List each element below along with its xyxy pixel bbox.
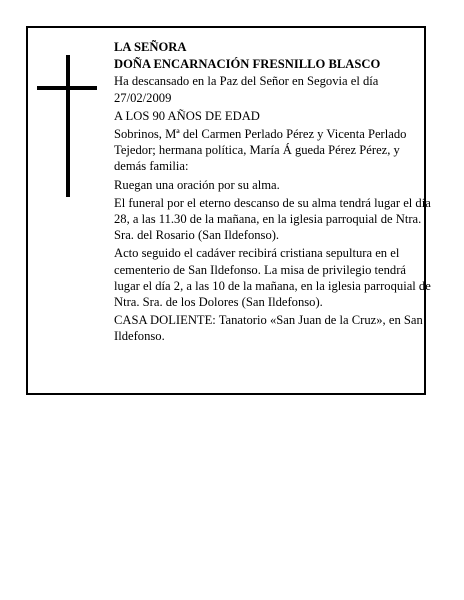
mourning-house: CASA DOLIENTE: Tanatorio «San Juan de la Cruz», en San Ildefonso. [114,313,423,344]
funeral-details: El funeral por el eterno descanso de su alma tendrá lugar el día 28, a las 11.30 de la mañana, en la iglesia parroquial de Ntra. Sra. del Rosario (San Ildefonso). [114,195,431,243]
deceased-name: DOÑA ENCARNACIÓN FRESNILLO BLASCO [114,57,381,72]
burial-details: Acto seguido el cadáver recibirá cristiana sepultura en el cementerio de San Ildefonso. La misa de privilegio tendrá lugar el día 2, a las 10 de la mañana, en la iglesia parroquial de Ntra. Sra. de los Dolores (San Ildefonso). [114,246,431,310]
cross-icon-crossbar [37,86,97,90]
death-statement: Ha descansado en la Paz del Señor en Segovia el día 27/02/2009 [114,74,379,105]
age-line: A LOS 90 AÑOS DE EDAD [114,108,260,123]
cross-icon [66,55,70,197]
notice-title: LA SEÑORA [114,40,187,54]
family-list: Sobrinos, Mª del Carmen Perlado Pérez y Vicenta Perlado Tejedor; hermana política, María Á gueda Pérez Pérez, y demás familia: [114,127,407,174]
prayer-request: Ruegan una oración por su alma. [114,177,280,192]
obituary-text [114,39,432,347]
